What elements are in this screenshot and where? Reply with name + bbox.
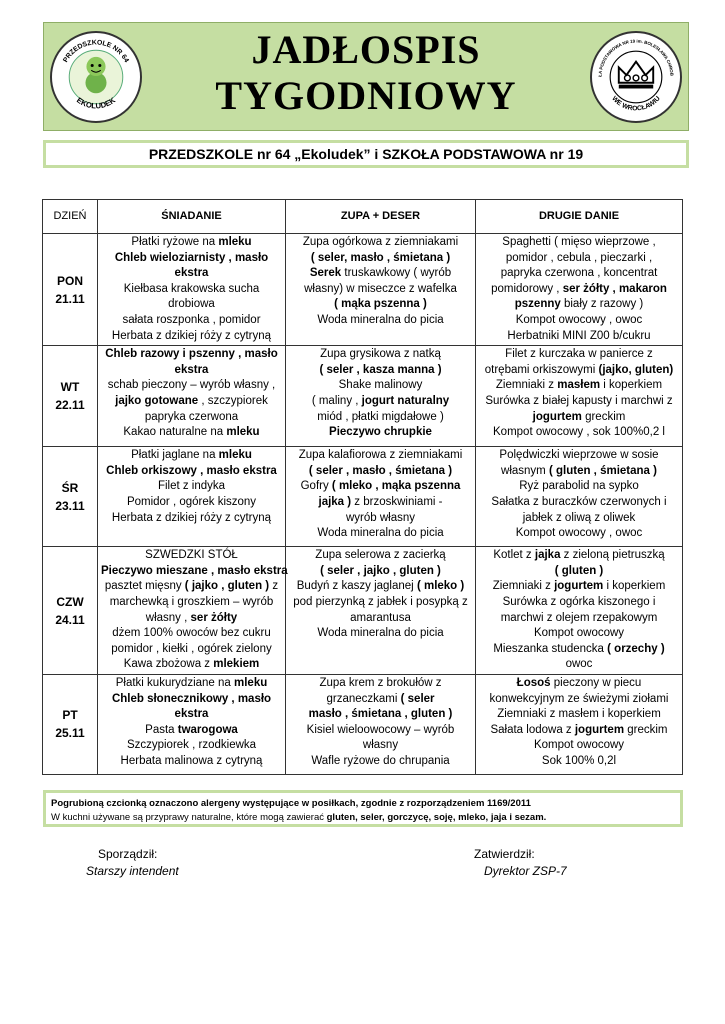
menu-line xyxy=(479,479,679,495)
allergen-text: jajko gotowane xyxy=(115,394,199,407)
allergen-text: ( seler , kasza manna ) xyxy=(319,363,442,376)
dish-text: i koperkiem xyxy=(600,379,663,392)
menu-line xyxy=(479,548,679,564)
menu-line xyxy=(479,642,679,658)
dish-text: pieczony w piecu xyxy=(550,676,642,689)
breakfast-cell xyxy=(98,674,286,774)
menu-line xyxy=(479,425,679,441)
menu-line xyxy=(101,692,282,708)
menu-line xyxy=(101,251,282,267)
dish-text: drobiowa xyxy=(168,298,215,311)
menu-line xyxy=(479,235,679,251)
dish-text: papryka czerwona , koncentrat xyxy=(500,267,658,280)
dish-text: Wafle ryżowe do chrupania xyxy=(311,754,450,767)
menu-line xyxy=(289,251,472,267)
menu-line xyxy=(289,611,472,627)
allergen-text: Serek xyxy=(309,267,342,280)
allergen-text: Łosoś xyxy=(516,676,551,689)
menu-line xyxy=(479,579,679,595)
allergen-note-line-2 xyxy=(51,811,675,825)
allergen-text: mlekiem xyxy=(213,658,260,671)
approved-by-person: Dyrektor ZSP-7 xyxy=(484,864,567,878)
allergen-text: Chleb razowy i pszenny , masło xyxy=(105,348,278,361)
allergen-text: jogurtem xyxy=(554,580,604,593)
header-banner xyxy=(43,22,689,131)
preschool-logo xyxy=(50,31,142,123)
allergen-text: ( mleko ) xyxy=(416,580,465,593)
day-name: WT xyxy=(60,380,80,395)
school-names-banner xyxy=(43,140,689,168)
menu-line xyxy=(289,738,472,754)
main-cell xyxy=(476,447,683,547)
day-date: 24.11 xyxy=(55,612,85,627)
menu-line xyxy=(101,707,282,723)
title-line-2: TYGODNIOWY xyxy=(215,73,517,118)
dish-text: Gofry xyxy=(300,480,332,493)
allergen-text: twarogowa xyxy=(177,723,238,736)
menu-line xyxy=(479,707,679,723)
menu-line xyxy=(479,448,679,464)
column-header-day: DZIEŃ xyxy=(43,200,98,234)
menu-line xyxy=(101,448,282,464)
menu-line xyxy=(289,394,472,410)
menu-line xyxy=(479,526,679,542)
menu-line xyxy=(101,723,282,739)
dish-text: Spaghetti ( mięso wieprzowe , xyxy=(502,236,656,248)
main-cell xyxy=(476,674,683,774)
menu-line xyxy=(101,282,282,298)
menu-line xyxy=(289,378,472,394)
dish-text: Szczypiorek , rzodkiewka xyxy=(126,739,257,752)
menu-line xyxy=(101,464,282,480)
breakfast-cell xyxy=(98,547,286,675)
menu-line xyxy=(289,410,472,426)
day-name: CZW xyxy=(56,594,84,609)
menu-line xyxy=(289,676,472,692)
dish-text: ( maliny , xyxy=(311,394,362,407)
allergen-text: ( orzechy ) xyxy=(607,642,665,655)
menu-line xyxy=(101,611,282,627)
allergen-note-line-1: Pogrubioną czcionką oznaczono alergeny występujące w posiłkach, zgodnie z rozporządzeniem 1169/2011 xyxy=(51,798,531,809)
menu-line xyxy=(479,266,679,282)
menu-line xyxy=(479,329,679,345)
day-name: PON xyxy=(56,273,83,288)
menu-line xyxy=(289,495,472,511)
approved-by-label: Zatwierdził: xyxy=(474,847,535,861)
dish-text: Ziemniaki z masłem i koperkiem xyxy=(497,708,661,721)
dish-text: Zupa ogórkowa z ziemniakami xyxy=(302,236,459,248)
allergen-text: jogurtem xyxy=(532,410,582,423)
dish-text: Kawa zbożowa z xyxy=(123,658,214,671)
dish-text: greckim xyxy=(624,723,668,736)
allergen-text: ser żółty , makaron xyxy=(562,282,667,295)
menu-line xyxy=(101,738,282,754)
dish-text: własny) w miseczce z wafelka xyxy=(304,282,457,295)
soup-cell xyxy=(286,547,476,675)
title-line-1: JADŁOSPIS xyxy=(251,27,481,72)
menu-line xyxy=(101,410,282,426)
dish-text: własnym xyxy=(501,464,549,477)
dish-text: Płatki jaglane na xyxy=(131,449,219,462)
dish-text: Kotlet z xyxy=(493,549,535,562)
main-cell xyxy=(476,346,683,447)
allergen-text: (jajko, gluten) xyxy=(598,363,674,376)
dish-text: Mieszanka studencka xyxy=(493,642,608,655)
menu-line xyxy=(101,425,282,441)
svg-text:PRZEDSZKOLE NR 64: PRZEDSZKOLE NR 64 xyxy=(62,39,130,64)
menu-line xyxy=(101,479,282,495)
dish-text: Kakao naturalne na xyxy=(123,426,227,439)
menu-line xyxy=(289,579,472,595)
menu-line xyxy=(479,626,679,642)
allergen-note xyxy=(43,790,683,827)
allergen-text: Chleb słonecznikowy , masło xyxy=(111,692,272,705)
menu-line xyxy=(289,313,472,329)
dish-text: Płatki ryżowe na xyxy=(131,236,219,248)
dish-text: Ziemniaki z xyxy=(495,379,558,392)
allergen-text: ( seler , jajko , gluten ) xyxy=(320,564,441,577)
menu-line xyxy=(289,363,472,379)
prepared-by xyxy=(86,846,179,880)
allergen-text: Chleb wieloziarnisty , masło xyxy=(114,251,269,264)
dish-text: z brzoskwiniami - xyxy=(351,495,443,508)
allergen-text: Pieczywo chrupkie xyxy=(329,426,432,439)
menu-line xyxy=(289,564,472,580)
dish-text: Woda mineralna do picia xyxy=(317,313,444,326)
dish-text: z xyxy=(269,580,279,593)
approved-by xyxy=(474,846,567,880)
dish-text: konwekcyjnym ze świeżymi ziołami xyxy=(489,692,669,705)
menu-line xyxy=(289,526,472,542)
prepared-by-label: Sporządził: xyxy=(98,847,158,861)
dish-text: biały z razowy ) xyxy=(560,298,644,311)
menu-line xyxy=(479,595,679,611)
menu-line xyxy=(101,363,282,379)
soup-cell xyxy=(286,447,476,547)
allergen-text: ( gluten , śmietana ) xyxy=(548,464,657,477)
menu-line xyxy=(101,579,282,595)
subtitle: PRZEDSZKOLE nr 64 „Ekoludek” i SZKOŁA PODSTAWOWA nr 19 xyxy=(148,146,584,162)
dish-text: Kompot owocowy , sok 100%0,2 l xyxy=(493,426,665,439)
dish-text: Kompot owocowy xyxy=(533,627,625,640)
day-cell xyxy=(43,346,98,447)
main-cell xyxy=(476,547,683,675)
allergen-text: pszenny xyxy=(514,298,561,311)
menu-line xyxy=(101,329,282,345)
svg-text:EKOLUDEK: EKOLUDEK xyxy=(74,95,118,111)
dish-text: grzaneczkami xyxy=(326,692,401,705)
dish-text: otrębami orkiszowymi xyxy=(484,363,599,376)
menu-line xyxy=(101,548,282,564)
menu-line xyxy=(479,394,679,410)
menu-line xyxy=(101,676,282,692)
allergen-text: ( seler , masło , śmietana ) xyxy=(308,464,453,477)
dish-text: pomidorowy , xyxy=(491,282,563,295)
allergen-text: Chleb orkiszowy , masło ekstra xyxy=(106,464,277,477)
menu-line xyxy=(101,313,282,329)
menu-row xyxy=(43,346,683,447)
dish-text: Herbata malinowa z cytryną xyxy=(120,754,263,767)
dish-text: wyrób własny xyxy=(345,511,416,524)
dish-text: sałata roszponka , pomidor xyxy=(122,313,261,326)
dish-text: Polędwiczki wieprzowe w sosie xyxy=(499,449,659,462)
dish-text: pasztet mięsny xyxy=(104,580,185,593)
breakfast-cell xyxy=(98,346,286,447)
dish-text: Herbata z dzikiej róży z cytryną xyxy=(111,329,272,342)
menu-line xyxy=(289,723,472,739)
allergen-text: jogurt naturalny xyxy=(361,394,450,407)
allergen-text: masłem xyxy=(557,379,601,392)
dish-text: Kisiel wieloowocowy – wyrób xyxy=(306,723,455,736)
dish-text: Pomidor , ogórek kiszony xyxy=(126,495,257,508)
dish-text: , szczypiorek xyxy=(198,394,268,407)
day-name: PT xyxy=(62,708,78,723)
dish-text: Ryż parabolid na sypko xyxy=(519,480,639,493)
menu-table xyxy=(42,199,683,775)
menu-line xyxy=(101,657,282,673)
dish-text: Woda mineralna do picia xyxy=(317,627,444,640)
dish-text: amarantusa xyxy=(350,611,411,624)
menu-line xyxy=(101,754,282,770)
menu-line xyxy=(289,425,472,441)
svg-text:SZKOŁA PODSTAWOWA NR 19 im. BO: ŁA PODSTAWOWA NR 19 im. BOLESŁAWA CHROB xyxy=(597,38,675,77)
menu-line xyxy=(479,313,679,329)
menu-line xyxy=(479,410,679,426)
breakfast-cell xyxy=(98,447,286,547)
allergen-text: ( seler, masło , śmietana ) xyxy=(310,251,451,264)
menu-line xyxy=(289,626,472,642)
dish-text: Kiełbasa krakowska sucha xyxy=(123,282,260,295)
menu-header-row xyxy=(43,200,683,234)
menu-line xyxy=(289,297,472,313)
allergen-text: ser żółty xyxy=(190,611,238,624)
allergen-text: ( gluten ) xyxy=(554,564,604,577)
dish-text: Herbatniki MINI Z00 b/cukru xyxy=(507,329,651,342)
menu-line xyxy=(289,595,472,611)
dish-text: Surówka z ogórka kiszonego i xyxy=(502,595,656,608)
dish-text: marchewką i groszkiem – wyrób xyxy=(109,595,274,608)
menu-line xyxy=(479,511,679,527)
allergen-text: jajka ) xyxy=(318,495,352,508)
allergen-text: jogurtem xyxy=(574,723,625,736)
day-cell xyxy=(43,234,98,346)
menu-line xyxy=(101,266,282,282)
column-header-soup: ZUPA + DESER xyxy=(286,200,476,234)
allergen-text: Pieczywo mieszane , masło ekstra xyxy=(101,564,288,577)
menu-line xyxy=(101,495,282,511)
dish-text: schab pieczony – wyrób własny , xyxy=(107,379,276,392)
menu-line xyxy=(479,282,679,298)
dish-text: własny xyxy=(362,739,399,752)
allergen-text: mleku xyxy=(218,236,252,248)
day-date: 25.11 xyxy=(55,726,85,741)
allergen-text: ekstra xyxy=(174,708,209,721)
menu-row xyxy=(43,674,683,774)
menu-line xyxy=(289,282,472,298)
menu-line xyxy=(101,378,282,394)
menu-line xyxy=(479,495,679,511)
menu-line xyxy=(479,692,679,708)
menu-line xyxy=(479,611,679,627)
dish-text: Pasta xyxy=(145,723,178,736)
menu-line xyxy=(101,626,282,642)
page-title xyxy=(144,27,588,119)
day-cell xyxy=(43,447,98,547)
allergen-text: ekstra xyxy=(174,363,209,376)
dish-text: SZWEDZKI STÓŁ xyxy=(145,549,238,562)
dish-text: Płatki kukurydziane na xyxy=(115,676,234,689)
day-cell xyxy=(43,547,98,675)
dish-text: Shake malinowy xyxy=(338,379,423,392)
allergen-text: ( seler xyxy=(400,692,435,705)
dish-text: i koperkiem xyxy=(603,580,666,593)
menu-line xyxy=(479,363,679,379)
dish-text: Filet z indyka xyxy=(157,480,226,493)
dish-text: Kompot owocowy , owoc xyxy=(515,313,643,326)
menu-row xyxy=(43,547,683,675)
menu-line xyxy=(479,297,679,313)
dish-text: jabłek z oliwą z oliwek xyxy=(522,511,636,524)
dish-text: Zupa kalafiorowa z ziemniakami xyxy=(298,449,463,462)
allergen-text: jajka xyxy=(534,549,561,562)
dish-text: Kompot owocowy , owoc xyxy=(515,527,643,540)
dish-text: Surówka z białej kapusty i marchwi z xyxy=(485,394,673,407)
menu-line xyxy=(479,754,679,770)
menu-line xyxy=(289,754,472,770)
dish-text: greckim xyxy=(581,410,626,423)
soup-cell xyxy=(286,234,476,346)
day-date: 21.11 xyxy=(55,291,85,306)
column-header-breakfast: ŚNIADANIE xyxy=(98,200,286,234)
dish-text: Sałatka z buraczków czerwonych i xyxy=(491,495,667,508)
menu-line xyxy=(289,707,472,723)
menu-line xyxy=(479,723,679,739)
dish-text: marchwi z olejem rzepakowym xyxy=(500,611,658,624)
dish-text: Sałata lodowa z xyxy=(490,723,575,736)
dish-text: miód , płatki migdałowe ) xyxy=(317,410,444,423)
allergen-text: mleku xyxy=(234,676,268,689)
menu-line xyxy=(289,692,472,708)
dish-text: własny , xyxy=(145,611,191,624)
menu-line xyxy=(289,266,472,282)
dish-text: Zupa grysikowa z natką xyxy=(320,348,441,361)
menu-line xyxy=(479,347,679,363)
allergen-note-prefix: W kuchni używane są przyprawy naturalne, które mogą zawierać xyxy=(51,812,327,823)
menu-line xyxy=(101,347,282,363)
allergen-text: ekstra xyxy=(174,267,209,280)
menu-line xyxy=(101,511,282,527)
day-date: 22.11 xyxy=(55,398,85,413)
dish-text: dżem 100% owoców bez cukru xyxy=(112,627,271,640)
menu-line xyxy=(289,548,472,564)
dish-text: Zupa selerowa z zacierką xyxy=(315,549,446,562)
allergen-note-list: gluten, seler, gorczycę, soję, mleko, jaja i sezam. xyxy=(326,812,547,823)
dish-text: Ziemniaki z xyxy=(492,580,555,593)
menu-row xyxy=(43,234,683,346)
soup-cell xyxy=(286,674,476,774)
menu-line xyxy=(101,595,282,611)
dish-text: pomidor , cebula , pieczarki , xyxy=(505,251,653,264)
menu-line xyxy=(479,251,679,267)
menu-line xyxy=(479,464,679,480)
menu-line xyxy=(479,378,679,394)
dish-text: Woda mineralna do picia xyxy=(317,527,444,540)
dish-text: pomidor , kiełki , ogórek zielony xyxy=(111,642,272,655)
prepared-by-person: Starszy intendent xyxy=(86,864,179,878)
dish-text: owoc xyxy=(565,658,593,671)
dish-text: Kompot owocowy xyxy=(533,739,625,752)
menu-line xyxy=(101,642,282,658)
main-cell xyxy=(476,234,683,346)
menu-row xyxy=(43,447,683,547)
menu-line xyxy=(101,297,282,313)
menu-line xyxy=(289,235,472,251)
menu-line xyxy=(101,394,282,410)
dish-text: Filet z kurczaka w panierce z xyxy=(505,348,653,361)
dish-text: Herbata z dzikiej róży z cytryną xyxy=(111,511,272,524)
day-date: 23.11 xyxy=(55,498,85,513)
dish-text: truskawkowy ( wyrób xyxy=(341,267,452,280)
dish-text: Sok 100% 0,2l xyxy=(541,754,617,767)
menu-line xyxy=(289,347,472,363)
menu-line xyxy=(101,235,282,251)
allergen-text: mleku xyxy=(218,449,252,462)
allergen-text: masło , śmietana , gluten ) xyxy=(308,708,453,721)
allergen-text: ( mąka pszenna ) xyxy=(334,298,427,311)
menu-line xyxy=(289,464,472,480)
dish-text: z zieloną pietruszką xyxy=(560,549,665,562)
breakfast-cell xyxy=(98,234,286,346)
school-logo xyxy=(590,31,682,123)
dish-text: Budyń z kaszy jaglanej xyxy=(296,580,417,593)
menu-line xyxy=(289,511,472,527)
allergen-text: ( mleko , mąka pszenna xyxy=(331,480,461,493)
allergen-text: mleku xyxy=(226,426,260,439)
day-cell xyxy=(43,674,98,774)
menu-line xyxy=(479,564,679,580)
menu-line xyxy=(479,738,679,754)
menu-line xyxy=(289,448,472,464)
menu-line xyxy=(289,479,472,495)
dish-text: pod pierzynką z jabłek i posypką z xyxy=(293,595,468,608)
menu-line xyxy=(101,564,288,580)
column-header-main: DRUGIE DANIE xyxy=(476,200,683,234)
dish-text: Zupa krem z brokułów z xyxy=(319,676,442,689)
menu-line xyxy=(479,676,679,692)
svg-text:WE WROCŁAWIU: WE WROCŁAWIU xyxy=(610,95,662,113)
menu-line xyxy=(479,657,679,673)
day-name: ŚR xyxy=(61,480,79,495)
allergen-text: ( jajko , gluten ) xyxy=(184,580,270,593)
dish-text: papryka czerwona xyxy=(144,410,239,423)
soup-cell xyxy=(286,346,476,447)
